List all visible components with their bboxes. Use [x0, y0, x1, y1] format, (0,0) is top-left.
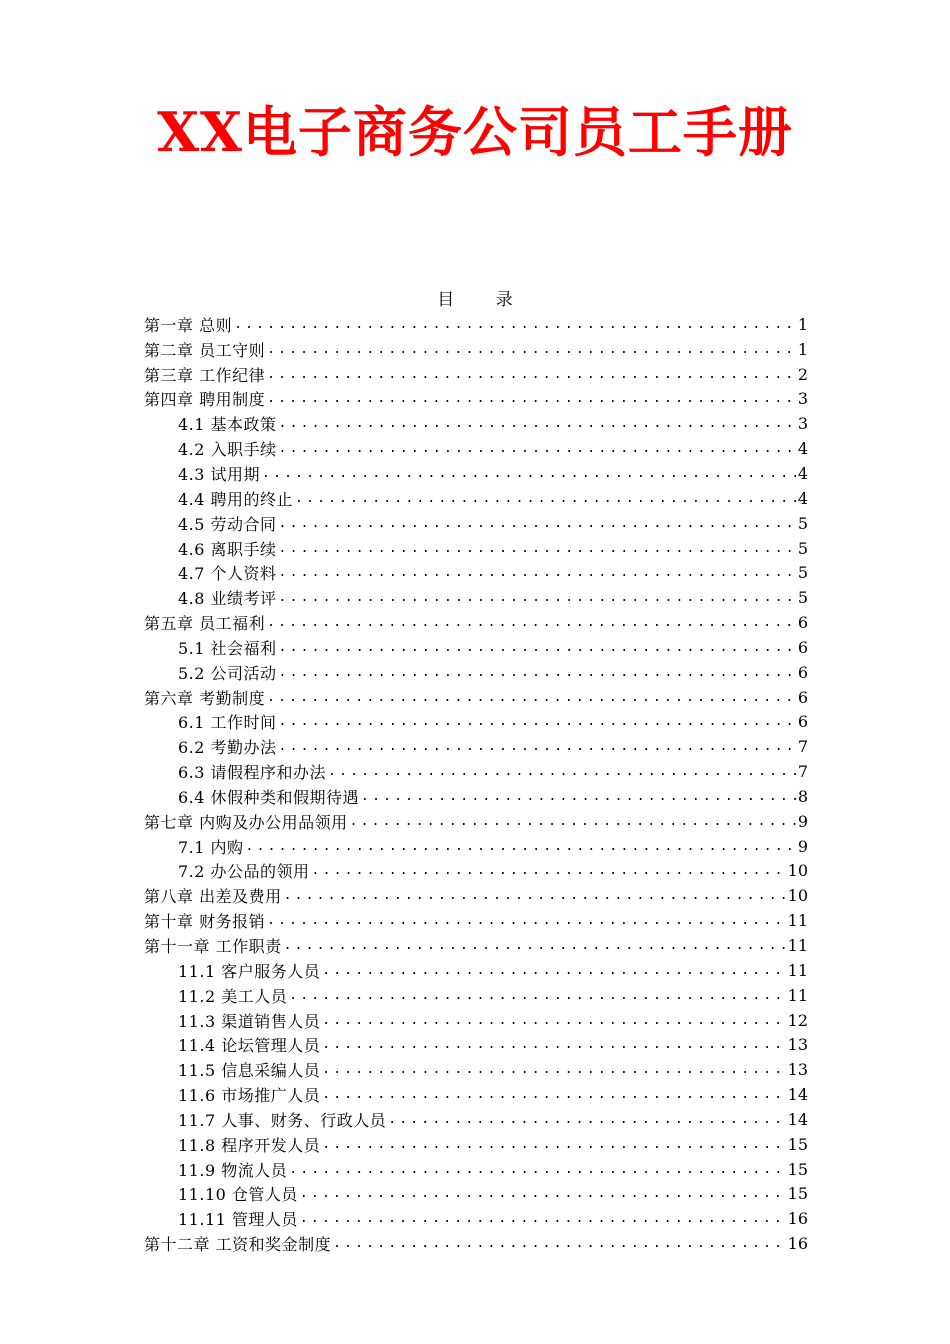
toc-entry-label: 第二章 员工守则 — [144, 340, 266, 360]
toc-entry-label: 7.2 办公品的领用 — [178, 862, 310, 882]
toc-subsection-entry[interactable] — [144, 1206, 808, 1231]
toc-entry-label: 11.8 程序开发人员 — [178, 1135, 321, 1155]
toc-entry-label: 5.2 公司活动 — [178, 663, 277, 683]
toc-subsection-entry[interactable] — [144, 1008, 808, 1033]
toc-dot-leader — [361, 789, 796, 804]
toc-entry-label: 5.1 社会福利 — [178, 638, 277, 658]
toc-dot-leader — [279, 640, 796, 655]
toc-entry-label: 4.7 个人资料 — [178, 564, 277, 584]
toc-page-number: 11 — [787, 911, 808, 931]
toc-dot-leader — [295, 491, 796, 506]
toc-page-number: 11 — [787, 936, 808, 956]
toc-entry-label: 4.6 离职手续 — [178, 539, 277, 559]
toc-subsection-entry[interactable] — [144, 511, 808, 536]
toc-entry-label: 第七章 内购及办公用品领用 — [144, 812, 348, 832]
toc-entry-label: 11.7 人事、财务、行政人员 — [178, 1110, 387, 1130]
toc-page-number: 6 — [797, 613, 808, 633]
toc-dot-leader — [279, 516, 796, 531]
toc-page-number: 11 — [787, 960, 808, 980]
toc-entry-label: 4.8 业绩考评 — [178, 589, 277, 609]
toc-subsection-entry[interactable] — [144, 834, 808, 859]
toc-page-number: 13 — [787, 1035, 808, 1055]
toc-chapter-entry[interactable] — [144, 610, 808, 635]
toc-dot-leader — [322, 1062, 785, 1077]
table-of-contents — [144, 312, 808, 1256]
toc-page-number: 5 — [797, 538, 808, 558]
toc-page-number: 11 — [787, 985, 808, 1005]
toc-dot-leader — [322, 963, 785, 978]
toc-dot-leader — [234, 317, 796, 332]
toc-entry-label: 第十一章 工作职责 — [144, 937, 282, 957]
toc-entry-label: 11.10 仓管人员 — [178, 1185, 298, 1205]
toc-page-number: 4 — [797, 488, 808, 508]
toc-chapter-entry[interactable] — [144, 883, 808, 908]
toc-page-number: 2 — [797, 364, 808, 384]
toc-page-number: 1 — [797, 314, 808, 334]
toc-subsection-entry[interactable] — [144, 1157, 808, 1182]
toc-subsection-entry[interactable] — [144, 784, 808, 809]
toc-subsection-entry[interactable] — [144, 461, 808, 486]
toc-entry-label: 第一章 总则 — [144, 315, 233, 335]
toc-dot-leader — [267, 391, 796, 406]
toc-subsection-entry[interactable] — [144, 635, 808, 660]
toc-dot-leader — [333, 1236, 786, 1251]
toc-subsection-entry[interactable] — [144, 585, 808, 610]
toc-page-number: 6 — [797, 712, 808, 732]
toc-chapter-entry[interactable] — [144, 337, 808, 362]
toc-dot-leader — [279, 714, 796, 729]
toc-entry-label: 4.3 试用期 — [178, 464, 261, 484]
toc-dot-leader — [350, 814, 796, 829]
toc-chapter-entry[interactable] — [144, 685, 808, 710]
toc-page-number: 16 — [787, 1234, 808, 1254]
toc-page-number: 14 — [787, 1109, 808, 1129]
toc-dot-leader — [284, 888, 786, 903]
toc-page-number: 6 — [797, 687, 808, 707]
toc-dot-leader — [279, 416, 796, 431]
toc-heading: 目 录 — [437, 290, 531, 310]
toc-dot-leader — [388, 1112, 785, 1127]
toc-dot-leader — [289, 988, 785, 1003]
toc-page-number: 1 — [797, 339, 808, 359]
toc-page-number: 3 — [797, 414, 808, 434]
toc-dot-leader — [300, 1211, 786, 1226]
toc-subsection-entry[interactable] — [144, 1182, 808, 1207]
toc-page-number: 15 — [787, 1184, 808, 1204]
toc-entry-label: 第三章 工作纪律 — [144, 365, 266, 385]
toc-dot-leader — [267, 342, 796, 357]
toc-page-number: 10 — [787, 861, 808, 881]
toc-subsection-entry[interactable] — [144, 1032, 808, 1057]
toc-dot-leader — [322, 1037, 785, 1052]
toc-dot-leader — [322, 1137, 785, 1152]
toc-page-number: 6 — [797, 637, 808, 657]
toc-page-number: 7 — [797, 762, 808, 782]
toc-entry-label: 4.1 基本政策 — [178, 415, 277, 435]
toc-chapter-entry[interactable] — [144, 908, 808, 933]
toc-entry-label: 第十二章 工资和奖金制度 — [144, 1235, 332, 1255]
toc-page-number: 5 — [797, 588, 808, 608]
toc-page-number: 12 — [787, 1010, 808, 1030]
toc-subsection-entry[interactable] — [144, 1057, 808, 1082]
toc-entry-label: 4.2 入职手续 — [178, 440, 277, 460]
toc-page-number: 5 — [797, 563, 808, 583]
toc-dot-leader — [289, 1162, 785, 1177]
toc-dot-leader — [279, 541, 796, 556]
toc-page-number: 7 — [797, 737, 808, 757]
toc-subsection-entry[interactable] — [144, 958, 808, 983]
toc-dot-leader — [300, 1186, 786, 1201]
toc-dot-leader — [267, 367, 796, 382]
toc-chapter-entry[interactable] — [144, 809, 808, 834]
toc-page-number: 4 — [797, 463, 808, 483]
toc-dot-leader — [279, 441, 796, 456]
toc-dot-leader — [284, 938, 786, 953]
toc-subsection-entry[interactable] — [144, 560, 808, 585]
toc-subsection-entry[interactable] — [144, 1132, 808, 1157]
toc-page-number: 5 — [797, 513, 808, 533]
toc-page-number: 15 — [787, 1134, 808, 1154]
toc-dot-leader — [322, 1087, 785, 1102]
toc-entry-label: 4.4 聘用的终止 — [178, 489, 294, 509]
toc-dot-leader — [279, 739, 796, 754]
document-title: XX电子商务公司员工手册 — [157, 100, 793, 164]
toc-entry-label: 第八章 出差及费用 — [144, 887, 282, 907]
toc-entry-label: 第四章 聘用制度 — [144, 390, 266, 410]
toc-subsection-entry[interactable] — [144, 734, 808, 759]
toc-subsection-entry[interactable] — [144, 411, 808, 436]
toc-page-number: 14 — [787, 1085, 808, 1105]
toc-chapter-entry[interactable] — [144, 387, 808, 412]
toc-dot-leader — [267, 690, 796, 705]
toc-entry-label: 11.1 客户服务人员 — [178, 961, 321, 981]
toc-entry-label: 4.5 劳动合同 — [178, 514, 277, 534]
toc-dot-leader — [262, 466, 796, 481]
toc-page-number: 13 — [787, 1060, 808, 1080]
toc-chapter-entry[interactable] — [144, 362, 808, 387]
toc-dot-leader — [312, 863, 786, 878]
toc-dot-leader — [328, 764, 796, 779]
toc-entry-label: 11.11 管理人员 — [178, 1210, 298, 1230]
toc-chapter-entry[interactable] — [144, 312, 808, 337]
toc-subsection-entry[interactable] — [144, 660, 808, 685]
toc-chapter-entry[interactable] — [144, 1231, 808, 1256]
toc-page-number: 8 — [797, 786, 808, 806]
toc-dot-leader — [279, 665, 796, 680]
toc-chapter-entry[interactable] — [144, 933, 808, 958]
toc-page-number: 9 — [797, 836, 808, 856]
toc-entry-label: 第六章 考勤制度 — [144, 688, 266, 708]
toc-dot-leader — [322, 1013, 785, 1028]
toc-page-number: 9 — [797, 811, 808, 831]
toc-entry-label: 第十章 财务报销 — [144, 912, 266, 932]
toc-page-number: 16 — [787, 1209, 808, 1229]
toc-page-number: 4 — [797, 439, 808, 459]
toc-dot-leader — [267, 913, 786, 928]
toc-entry-label: 11.9 物流人员 — [178, 1160, 288, 1180]
toc-subsection-entry[interactable] — [144, 536, 808, 561]
toc-page-number: 6 — [797, 662, 808, 682]
toc-subsection-entry[interactable] — [144, 1082, 808, 1107]
toc-subsection-entry[interactable] — [144, 1107, 808, 1132]
toc-entry-label: 第五章 员工福利 — [144, 614, 266, 634]
toc-entry-label: 6.1 工作时间 — [178, 713, 277, 733]
toc-entry-label: 11.5 信息采编人员 — [178, 1061, 321, 1081]
toc-entry-label: 6.2 考勤办法 — [178, 738, 277, 758]
toc-subsection-entry[interactable] — [144, 859, 808, 884]
toc-subsection-entry[interactable] — [144, 759, 808, 784]
toc-entry-label: 11.4 论坛管理人员 — [178, 1036, 321, 1056]
toc-entry-label: 6.3 请假程序和办法 — [178, 763, 327, 783]
toc-page-number: 15 — [787, 1159, 808, 1179]
toc-subsection-entry[interactable] — [144, 710, 808, 735]
toc-dot-leader — [267, 615, 796, 630]
toc-entry-label: 6.4 休假种类和假期待遇 — [178, 787, 360, 807]
toc-entry-label: 11.3 渠道销售人员 — [178, 1011, 321, 1031]
toc-entry-label: 11.2 美工人员 — [178, 986, 288, 1006]
toc-subsection-entry[interactable] — [144, 983, 808, 1008]
toc-subsection-entry[interactable] — [144, 486, 808, 511]
toc-entry-label: 11.6 市场推广人员 — [178, 1086, 321, 1106]
toc-dot-leader — [279, 590, 796, 605]
toc-page-number: 3 — [797, 389, 808, 409]
toc-page-number: 10 — [787, 886, 808, 906]
toc-dot-leader — [279, 565, 796, 580]
toc-subsection-entry[interactable] — [144, 436, 808, 461]
toc-entry-label: 7.1 内购 — [178, 837, 244, 857]
toc-dot-leader — [246, 839, 796, 854]
